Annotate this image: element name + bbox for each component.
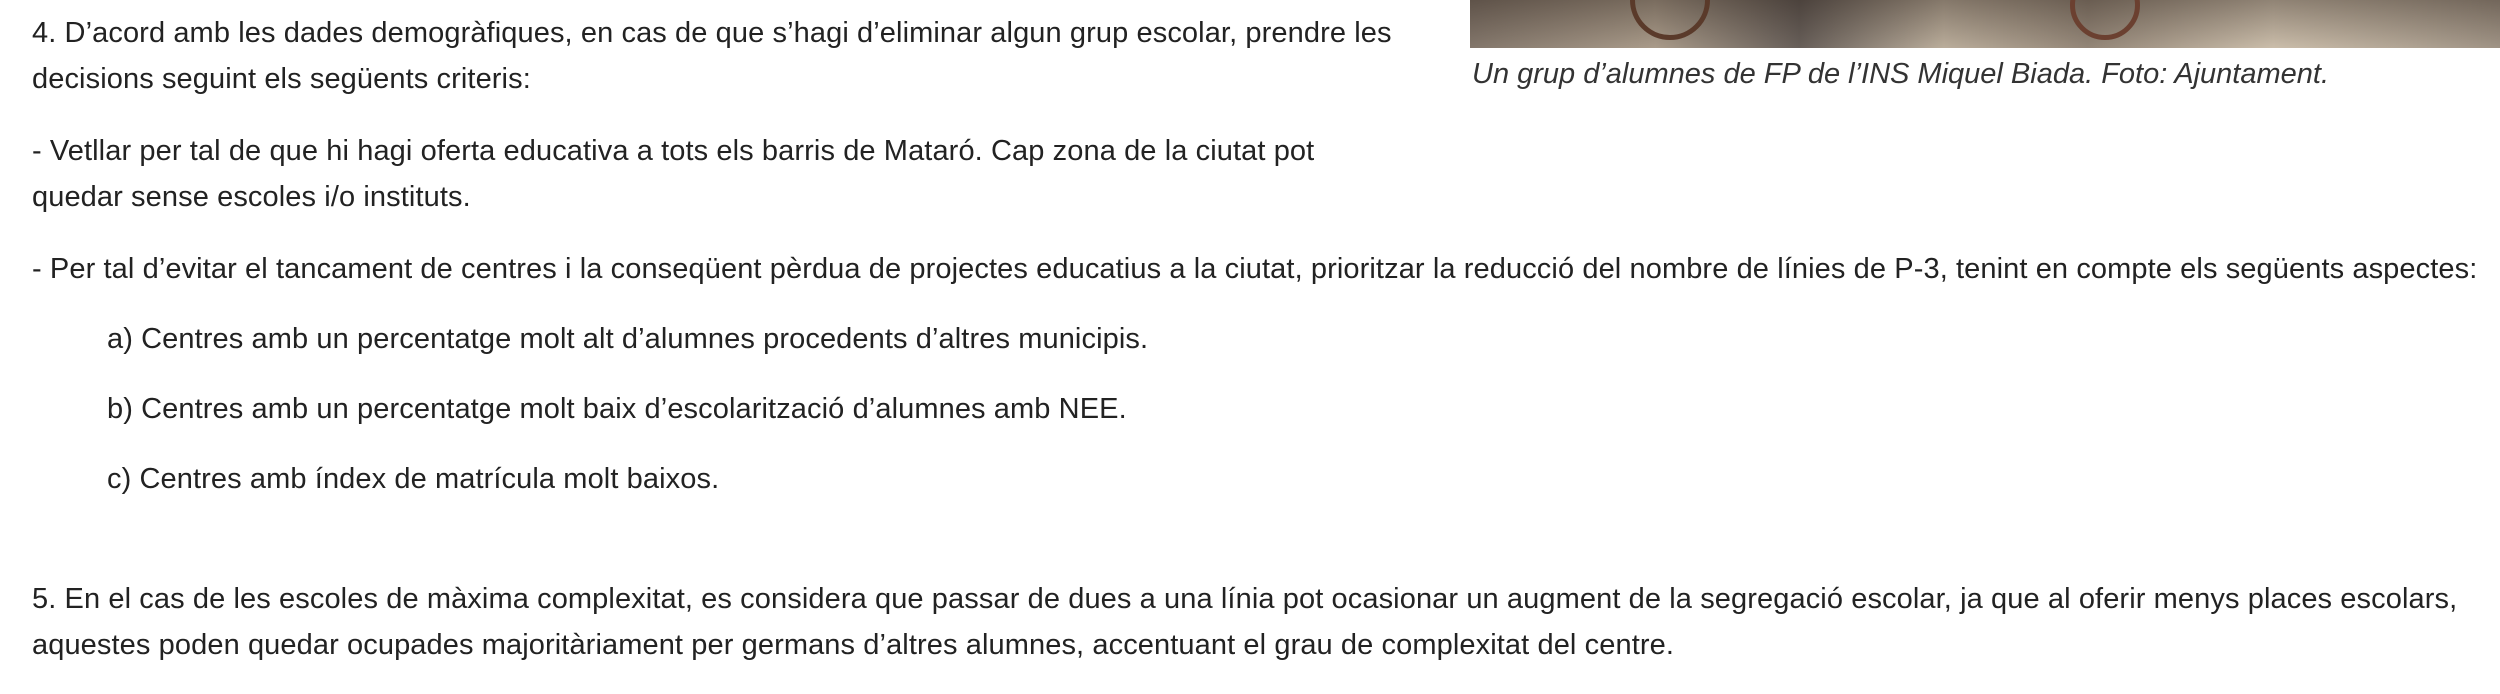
list-item: c) Centres amb índex de matrícula molt baixos. bbox=[107, 463, 720, 495]
paragraph-point-4: 4. D’acord amb les dades demogràfiques, en cas de que s’hagi d’eliminar algun grup escolar, prendre les decisions seguint els següents criteris: bbox=[32, 17, 1392, 95]
list-item: b) Centres amb un percentatge molt baix d’escolarització d’alumnes amb NEE. bbox=[107, 393, 1127, 425]
paragraph-bullet-neighbourhoods: - Vetllar per tal de que hi hagi oferta educativa a tots els barris de Mataró. Cap zona de la ciutat pot quedar sense escoles i/o instituts. bbox=[32, 135, 1315, 213]
article-photo bbox=[1470, 0, 2500, 48]
paragraph-point-5: 5. En el cas de les escoles de màxima complexitat, es considera que passar de dues a una línia pot ocasionar un augment de la segregació escolar, ja que al oferir menys places escolars, aquestes poden quedar ocupades majoritàriament per germans d’altres alumnes, accentuant el grau de complexitat del centre. bbox=[32, 583, 2458, 661]
list-item: a) Centres amb un percentatge molt alt d’alumnes procedents d’altres municipis. bbox=[107, 323, 1149, 355]
paragraph-bullet-p3-reduction: - Per tal d’evitar el tancament de centres i la conseqüent pèrdua de projectes educatius a la ciutat, prioritzar la reducció del nombre de línies de P-3, tenint en compte els següents aspectes: bbox=[32, 253, 2478, 285]
photo-caption: Un grup d’alumnes de FP de l’INS Miquel Biada. Foto: Ajuntament. bbox=[1472, 58, 2330, 90]
photo-shade bbox=[1470, 0, 2500, 48]
